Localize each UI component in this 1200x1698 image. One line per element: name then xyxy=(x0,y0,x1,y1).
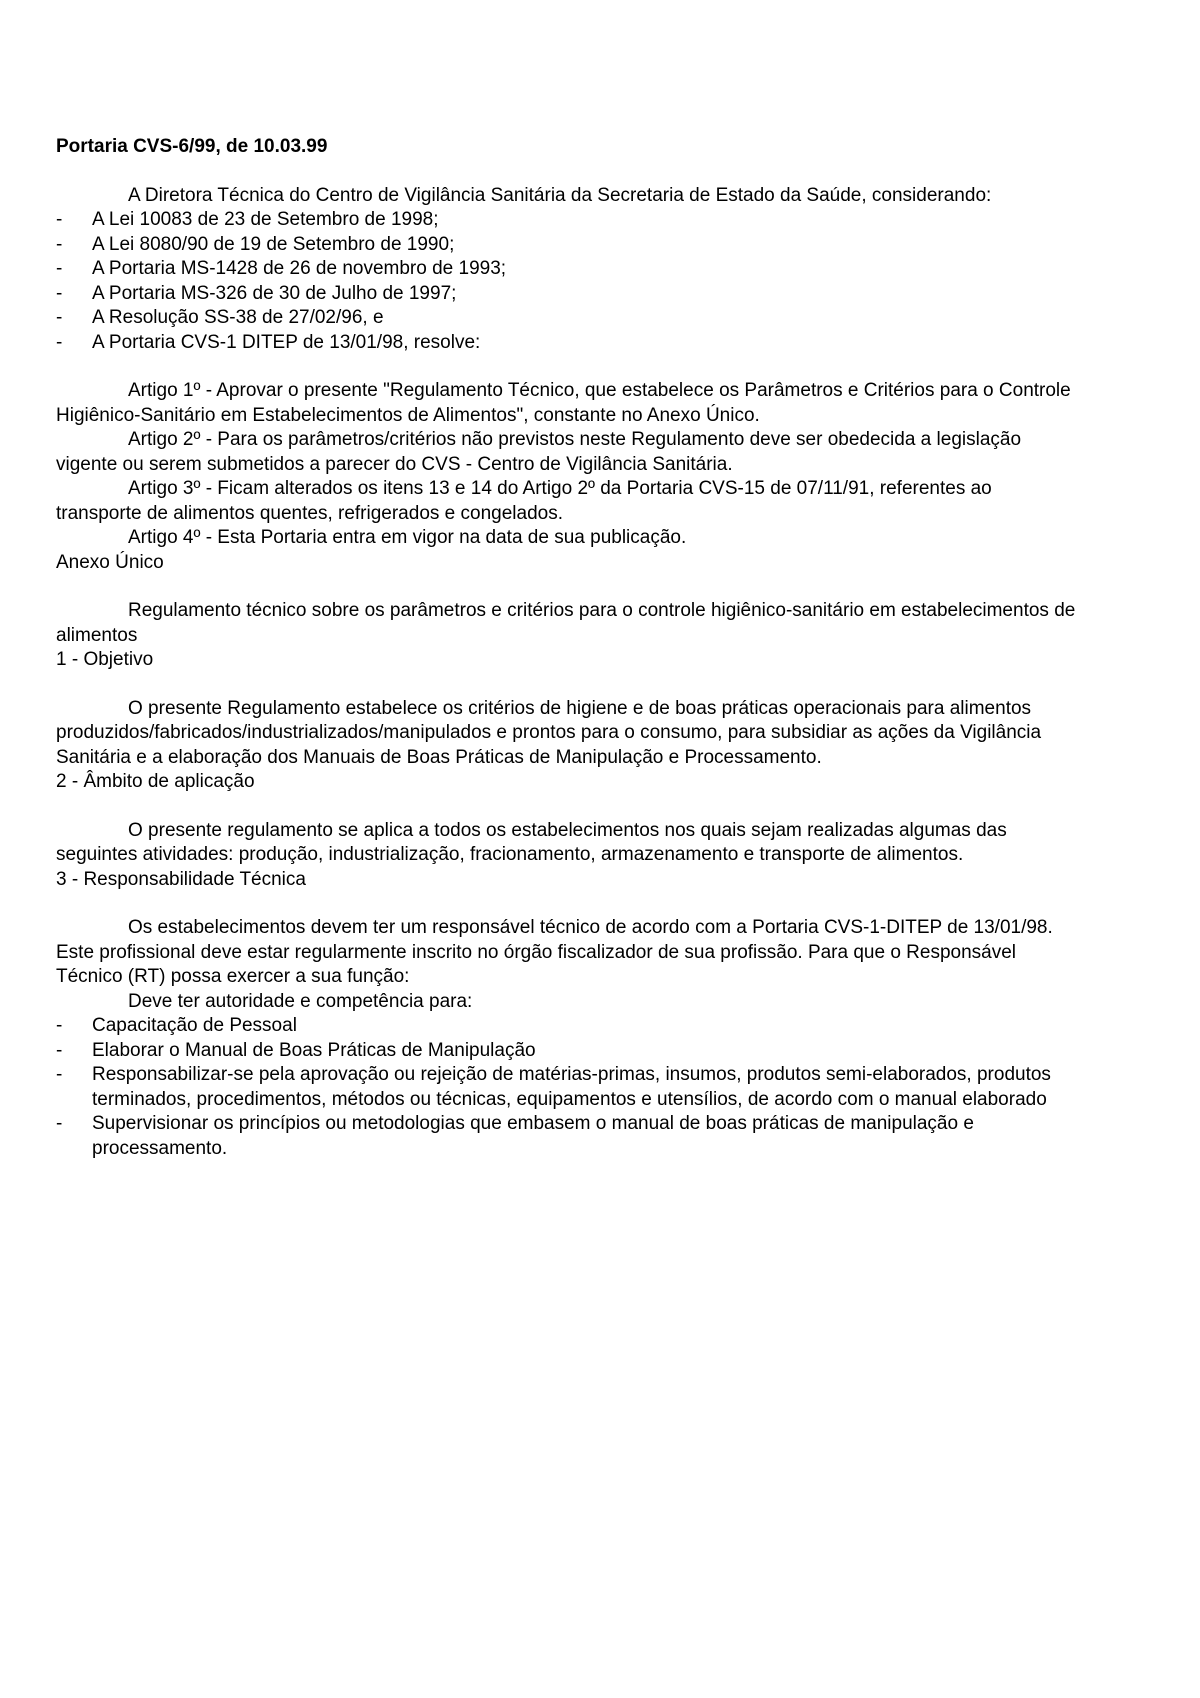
considerations-list xyxy=(56,208,1076,355)
document-title: Portaria CVS-6/99, de 10.03.99 xyxy=(56,136,328,157)
article-1: Artigo 1º - Aprovar o presente "Regulamento Técnico, que estabelece os Parâmetros e Critérios para o Controle Higiênico-Sanitário em Estabelecimentos de Alimentos", constante no Anexo Único. xyxy=(56,380,1071,426)
responsibility-authority-line: Deve ter autoridade e competência para: xyxy=(128,990,473,1012)
article-3: Artigo 3º - Ficam alterados os itens 13 e 14 do Artigo 2º da Portaria CVS-15 de 07/11/91, referentes ao transporte de alimentos quentes, refrigerados e congelados. xyxy=(56,478,992,524)
intro-paragraph: A Diretora Técnica do Centro de Vigilância Sanitária da Secretaria de Estado da Saúde, considerando: xyxy=(128,184,992,206)
list-item: - Responsabilizar-se pela aprovação ou rejeição de matérias-primas, insumos, produtos semi-elaborados, produtos terminados, procedimentos, métodos ou técnicas, equipamentos e utensílios, de acordo com o manual elaborado xyxy=(56,1063,1076,1112)
section-scope-heading: 2 - Âmbito de aplicação xyxy=(56,771,255,792)
responsibility-list xyxy=(56,1014,1076,1161)
list-item: - A Portaria CVS-1 DITEP de 13/01/98, resolve: xyxy=(56,331,1076,356)
section-responsibility-text: Os estabelecimentos devem ter um responsável técnico de acordo com a Portaria CVS-1-DITEP de 13/01/98. Este profissional deve estar regularmente inscrito no órgão fiscalizador de sua profissão. Para que o Responsável Técnico (RT) possa exercer a sua função: xyxy=(56,917,1053,987)
list-item: - Elaborar o Manual de Boas Práticas de Manipulação xyxy=(56,1039,1076,1064)
list-item: - A Lei 8080/90 de 19 de Setembro de 1990; xyxy=(56,233,1076,258)
annex-heading: Anexo Único xyxy=(56,551,164,573)
list-item: - A Resolução SS-38 de 27/02/96, e xyxy=(56,306,1076,331)
list-item: - A Portaria MS-326 de 30 de Julho de 1997; xyxy=(56,282,1076,307)
article-4: Artigo 4º - Esta Portaria entra em vigor na data de sua publicação. xyxy=(128,527,687,548)
article-2: Artigo 2º - Para os parâmetros/critérios não previstos neste Regulamento deve ser obedecida a legislação vigente ou serem submetidos a parecer do CVS - Centro de Vigilância Sanitária. xyxy=(56,429,1022,475)
annex-subtitle: Regulamento técnico sobre os parâmetros e critérios para o controle higiênico-sanitário em estabelecimentos de alimentos xyxy=(56,600,1076,646)
list-item: - A Portaria MS-1428 de 26 de novembro de 1993; xyxy=(56,257,1076,282)
articles-block xyxy=(56,379,1076,551)
list-item: - Capacitação de Pessoal xyxy=(56,1014,1076,1039)
section-scope-text: O presente regulamento se aplica a todos os estabelecimentos nos quais sejam realizadas algumas das seguintes atividades: produção, industrialização, fracionamento, armazenamento e transporte de alimentos. xyxy=(56,819,1007,865)
list-item: - A Lei 10083 de 23 de Setembro de 1998; xyxy=(56,208,1076,233)
document-page xyxy=(56,135,1076,1161)
section-objective-text: O presente Regulamento estabelece os critérios de higiene e de boas práticas operacionais para alimentos produzidos/fabricados/industrializados/manipulados e prontos para o consumo, para subsidiar as ações da Vigilância Sanitária e a elaboração dos Manuais de Boas Práticas de Manipulação e Processamento. xyxy=(56,697,1042,768)
section-objective-heading: 1 - Objetivo xyxy=(56,649,154,670)
list-item: - Supervisionar os princípios ou metodologias que embasem o manual de boas práticas de manipulação e processamento. xyxy=(56,1112,1076,1161)
section-responsibility-heading: 3 - Responsabilidade Técnica xyxy=(56,868,306,890)
